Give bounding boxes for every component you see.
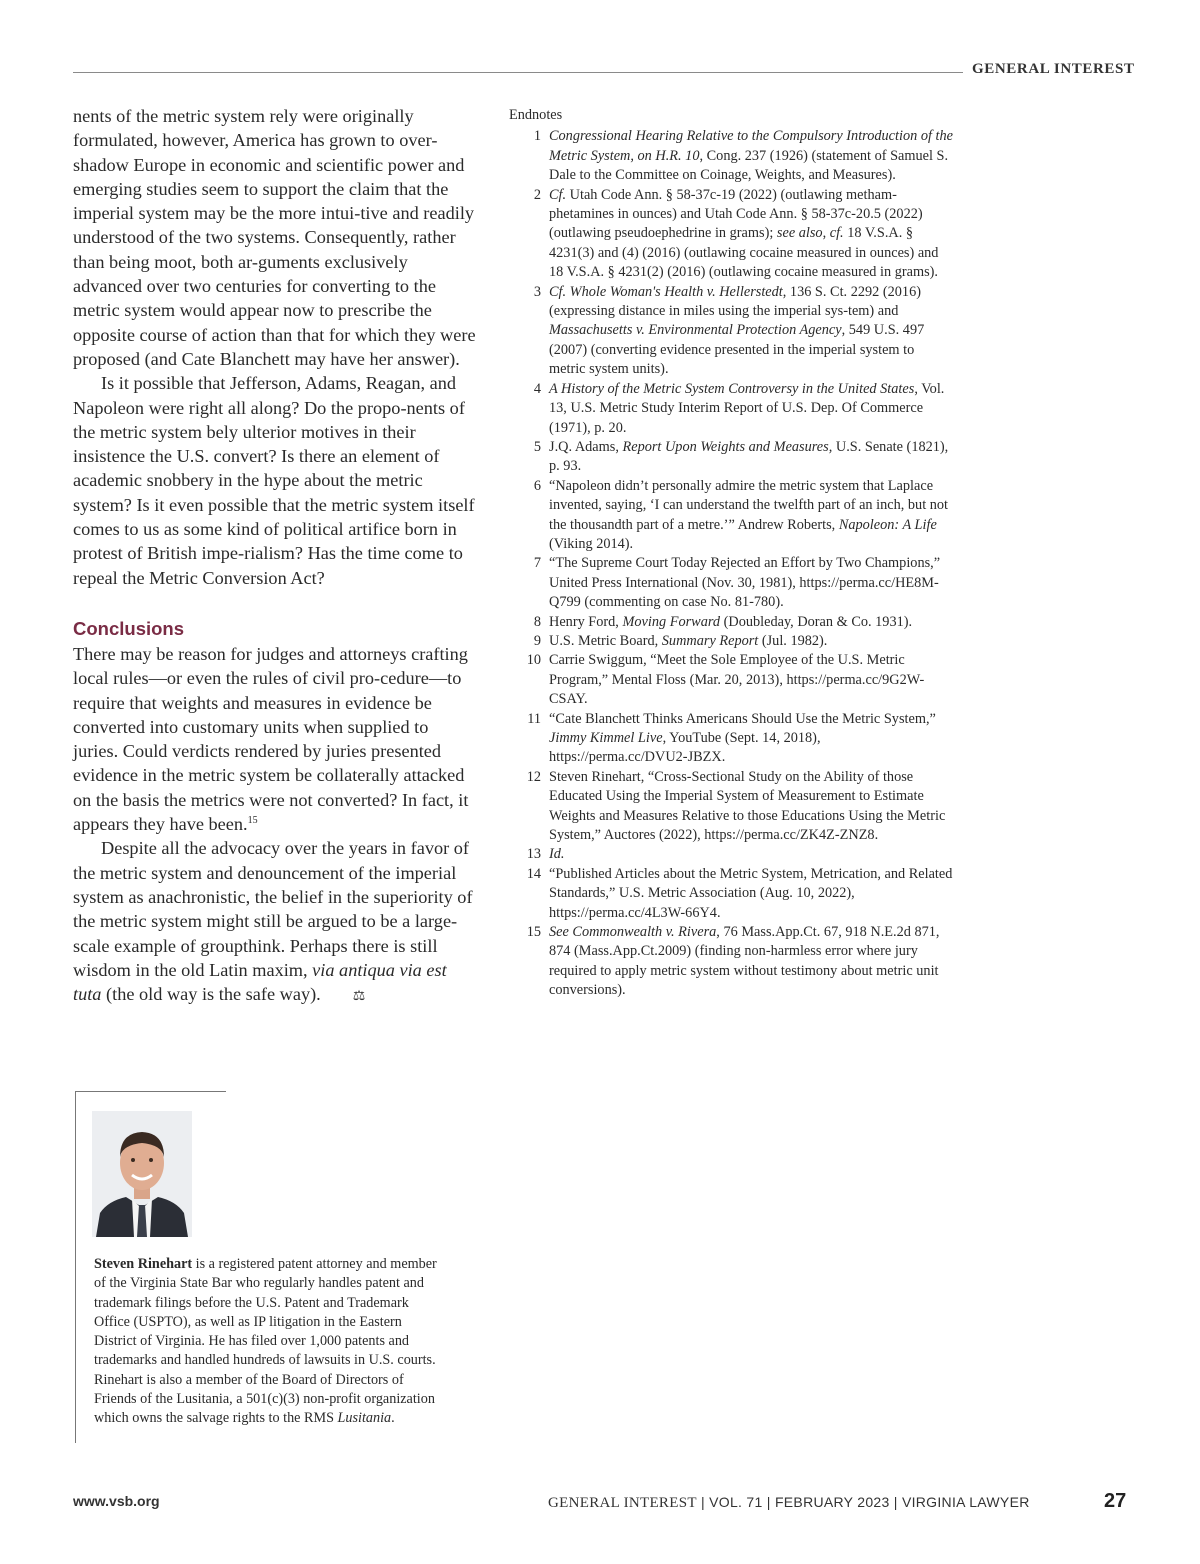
endnote-text: Carrie Swiggum, “Meet the Sole Employee of the U.S. Metric Program,” Mental Floss (Mar. 20, 2013), https://perma.cc/9G2W-CSAY. <box>549 652 925 708</box>
author-bio-text: is a registered patent attorney and member of the Virginia State Bar who regularly handles patent and trademark filings before the U.S. Patent and Trademark Office (USPTO), as well as IP litigation in the Eastern District of Virginia. He has filed over 1,000 patents and trademarks and handled hundreds of lawsuits in U.S. courts. Rinehart is also a member of the Board of Directors of Friends of the Lusitania, a 501(c)(3) non-profit organization which owns the salvage rights to the RMS <box>94 1256 437 1427</box>
endnote-text: Cf. Whole Woman's Health v. Hellerstedt, 136 S. Ct. 2292 (2016) (expressing distance in miles using the imperial sys-tem) and Massachusetts v. Environmental Protection Agency, 549 U.S. 497 (2007) (converting evidence presented in the imperial system to metric system units). <box>549 283 925 378</box>
author-bio-end: . <box>391 1410 395 1427</box>
page-number: 27 <box>1104 1490 1127 1512</box>
endnote-item <box>509 380 954 438</box>
footer-sep-1: | <box>696 1494 710 1510</box>
endnote-text: See Commonwealth v. Rivera, 76 Mass.App.Ct. 67, 918 N.E.2d 871, 874 (Mass.App.Ct.2009) (finding non-harmless error where jury required to apply metric system without testimony about metric unit conversions). <box>549 924 940 999</box>
endnote-number: 1 <box>533 128 541 145</box>
endnotes-section <box>509 106 954 1001</box>
endnote-item <box>509 768 954 846</box>
endnote-number: 11 <box>527 710 541 727</box>
endnote-number: 9 <box>533 632 541 649</box>
endnote-item <box>509 632 954 651</box>
endnote-item <box>509 845 954 864</box>
author-photo <box>92 1111 192 1237</box>
endnote-number: 8 <box>533 613 541 630</box>
endnote-text: A History of the Metric System Controversy in the United States, Vol. 13, U.S. Metric Study Interim Report of U.S. Dep. Of Commerce (1971), p. 20. <box>549 380 945 436</box>
footer-publication: VIRGINIA LAWYER <box>901 1494 1030 1510</box>
endnote-text: J.Q. Adams, Report Upon Weights and Measures, U.S. Senate (1821), p. 93. <box>549 438 949 475</box>
endnote-text: Henry Ford, Moving Forward (Doubleday, Doran & Co. 1931). <box>549 613 913 630</box>
header-rule <box>73 72 963 73</box>
endnote-number: 4 <box>533 380 541 397</box>
paragraph-3 <box>73 642 478 836</box>
footer-section: GENERAL INTEREST <box>548 1495 697 1511</box>
conclusions-heading: Conclusions <box>73 617 185 639</box>
footnote-ref-15[interactable]: 15 <box>247 814 258 826</box>
ship-name: Lusitania <box>337 1410 392 1427</box>
endnote-item <box>509 554 954 612</box>
footer-url[interactable]: www.vsb.org <box>73 1493 160 1509</box>
footer-volume: VOL. 71 <box>709 1494 763 1510</box>
paragraph-4 <box>73 836 478 1009</box>
endnote-text: Congressional Hearing Relative to the Compulsory Introduction of the Metric System, on H.R. 10, Cong. 237 (1926) (statement of Samuel S. Dale to the Committee on Coinage, Weights, and Measures). <box>549 128 953 184</box>
endnote-number: 13 <box>526 846 541 863</box>
endnote-item <box>509 613 954 632</box>
endnote-item <box>509 438 954 477</box>
endnote-item <box>509 283 954 380</box>
endnote-item <box>509 186 954 283</box>
paragraph-2: Is it possible that Jefferson, Adams, Reagan, and Napoleon were right all along? Do the propo-nents of the metric system bely ulterior motives in their insistence the U.S. convert? Is there an element of academic snobbery in the hype about the metric system? Is it even possible that the metric system itself comes to us as some kind of political artifice born in protest of British impe-rialism? Has the time come to repeal the Metric Conversion Act? <box>73 373 475 588</box>
endnote-text: “Published Articles about the Metric System, Metrication, and Related Standards,” U.S. Metric Association (Aug. 10, 2022), https://perma.cc/4L3W-66Y4. <box>549 865 953 921</box>
endnote-number: 14 <box>526 865 541 882</box>
scales-icon: ⚖ <box>352 989 366 1005</box>
paragraph-4-start: Despite all the advocacy over the years in favor of the metric system and denouncement of the imperial system as anachronistic, the belief in the superiority of the metric system might still be argued to be a large-scale example of groupthink. Perhaps there is still wisdom in the old Latin maxim, <box>73 838 473 980</box>
footer-running-title <box>548 1494 1030 1512</box>
endnote-number: 2 <box>533 186 541 203</box>
author-bio <box>94 1255 446 1429</box>
endnote-text: Steven Rinehart, “Cross-Sectional Study on the Ability of those Educated Using the Imperial System of Measurement to Estimate Weights and Measures Relative to those Educations Using the Metric System,” Auctores (2022), https://perma.cc/ZK4Z-ZNZ8. <box>549 768 946 844</box>
footer-sep-2: | <box>762 1494 775 1510</box>
author-portrait-icon <box>92 1111 192 1237</box>
latin-maxim: via antiqua via est tuta <box>73 959 447 1005</box>
endnote-number: 7 <box>533 555 541 572</box>
endnote-text: Cf. Utah Code Ann. § 58-37c-19 (2022) (outlawing metham-phetamines in ounces) and Utah Code Ann. § 58-37c-20.5 (2022) (outlawing pseudoephedrine in grams); see also, cf. 18 V.S.A. § 4231(3) and (4) (2016) (outlawing cocaine measured in ounces) and 18 V.S.A. § 4231(2) (2016) (outlawing cocaine measured in grams). <box>549 186 939 281</box>
endnote-text: “Cate Blanchett Thinks Americans Should Use the Metric System,” Jimmy Kimmel Live, YouTube (Sept. 14, 2018), https://perma.cc/DVU2-JBZX. <box>549 710 936 766</box>
endnote-number: 15 <box>526 924 541 941</box>
author-name: Steven Rinehart <box>94 1256 193 1272</box>
endnote-text: U.S. Metric Board, Summary Report (Jul. 1982). <box>549 632 828 649</box>
endnote-number: 6 <box>533 477 541 494</box>
footer-date: FEBRUARY 2023 <box>774 1494 890 1510</box>
endnote-text: Id. <box>549 846 565 863</box>
paragraph-1: nents of the metric system rely were originally formulated, however, America has grown to over-shadow Europe in economic and scientific power and emerging studies seem to support the claim that the imperial system may be the more intui-tive and readily understood of the two systems. Consequently, rather than being moot, both ar-guments exclusively advanced over two centuries for converting to the metric system would appear now to prescribe the opposite course of action than that for which they were proposed (and Cate Blanchett may have her answer). <box>73 106 476 369</box>
endnote-item <box>509 710 954 768</box>
endnote-number: 10 <box>526 652 541 669</box>
section-label: GENERAL INTEREST <box>972 61 1135 77</box>
endnote-item <box>509 865 954 923</box>
endnote-text: “The Supreme Court Today Rejected an Effort by Two Champions,” United Press International (Nov. 30, 1981), https://perma.cc/HE8M-Q799 (commenting on case No. 81-780). <box>549 555 941 611</box>
endnote-item <box>509 651 954 709</box>
article-body <box>73 104 478 1009</box>
endnote-item <box>509 477 954 555</box>
endnote-number: 5 <box>533 438 541 455</box>
paragraph-4-end: (the old way is the safe way). <box>101 984 321 1005</box>
paragraph-3-text: There may be reason for judges and attorneys crafting local rules—or even the rules of civil pro-cedure—to require that weights and measures in evidence be converted into customary units when supplied to juries. Could verdicts rendered by juries presented evidence in the metric system be collaterally attacked on the basis the metrics were not converted? In fact, it appears they have been. <box>73 643 469 835</box>
endnote-item <box>509 923 954 1001</box>
footer-sep-3: | <box>889 1494 902 1510</box>
endnote-text: “Napoleon didn’t personally admire the metric system that Laplace invented, saying, ‘I can understand the twelfth part of an inch, but not the thousandth part of a metre.’” Andrew Roberts, Napoleon: A Life (Viking 2014). <box>549 477 949 552</box>
endnote-number: 3 <box>533 283 541 300</box>
endnote-list <box>509 127 954 1000</box>
endnote-number: 12 <box>526 768 541 785</box>
endnotes-heading: Endnotes <box>509 107 563 123</box>
endnote-item <box>509 127 954 185</box>
